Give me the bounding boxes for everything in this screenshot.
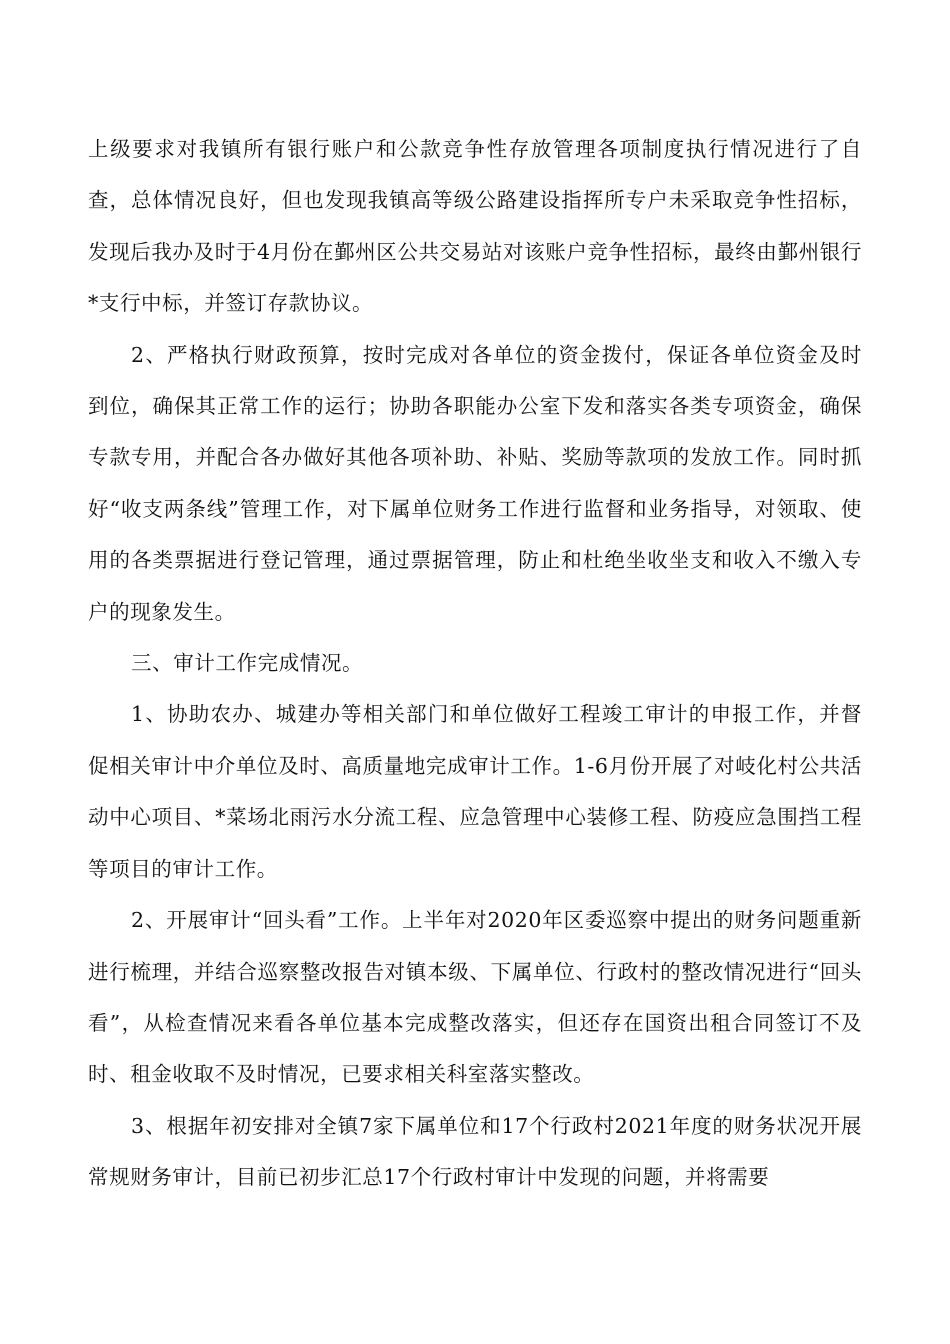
paragraph-budget-execution: 2、严格执行财政预算，按时完成对各单位的资金拨付，保证各单位资金及时到位，确保其正常工作的运行；协助各职能办公室下发和落实各类专项资金，确保专款专用，并配合各办做好其他各项补助、补贴、奖励等款项的发放工作。同时抓好“收支两条线”管理工作，对下属单位财务工作进行监督和业务指导，对领取、使用的各类票据进行登记管理，通过票据管理，防止和杜绝坐收坐支和收入不缴入专户的现象发生。 — [88, 342, 862, 624]
paragraph-routine-audit: 3、根据年初安排对全镇7家下属单位和17个行政村2021年度的财务状况开展常规财务审计，目前已初步汇总17个行政村审计中发现的问题，并将需要 — [88, 1113, 862, 1190]
paragraph-completion-audit: 1、协助农办、城建办等相关部门和单位做好工程竣工审计的申报工作，并督促相关审计中介单位及时、高质量地完成审计工作。1-6月份开展了对岐化村公共活动中心项目、*菜场北雨污水分流工程、应急管理中心装修工程、防疫应急围挡工程等项目的审计工作。 — [88, 702, 862, 881]
document-body — [88, 124, 862, 1204]
section-heading-audit: 三、审计工作完成情况。 — [131, 651, 364, 676]
paragraph-bank-account-check: 上级要求对我镇所有银行账户和公款竞争性存放管理各项制度执行情况进行了自查，总体情况良好，但也发现我镇高等级公路建设指挥所专户未采取竞争性招标，发现后我办及时于4月份在鄞州区公共交易站对该账户竞争性招标，最终由鄞州银行*支行中标，并签订存款协议。 — [88, 137, 862, 316]
paragraph-audit-review: 2、开展审计“回头看”工作。上半年对2020年区委巡察中提出的财务问题重新进行梳理，并结合巡察整改报告对镇本级、下属单位、行政村的整改情况进行“回头看”，从检查情况来看各单位基本完成整改落实，但还存在国资出租合同签订不及时、租金收取不及时情况，已要求相关科室落实整改。 — [88, 908, 862, 1087]
